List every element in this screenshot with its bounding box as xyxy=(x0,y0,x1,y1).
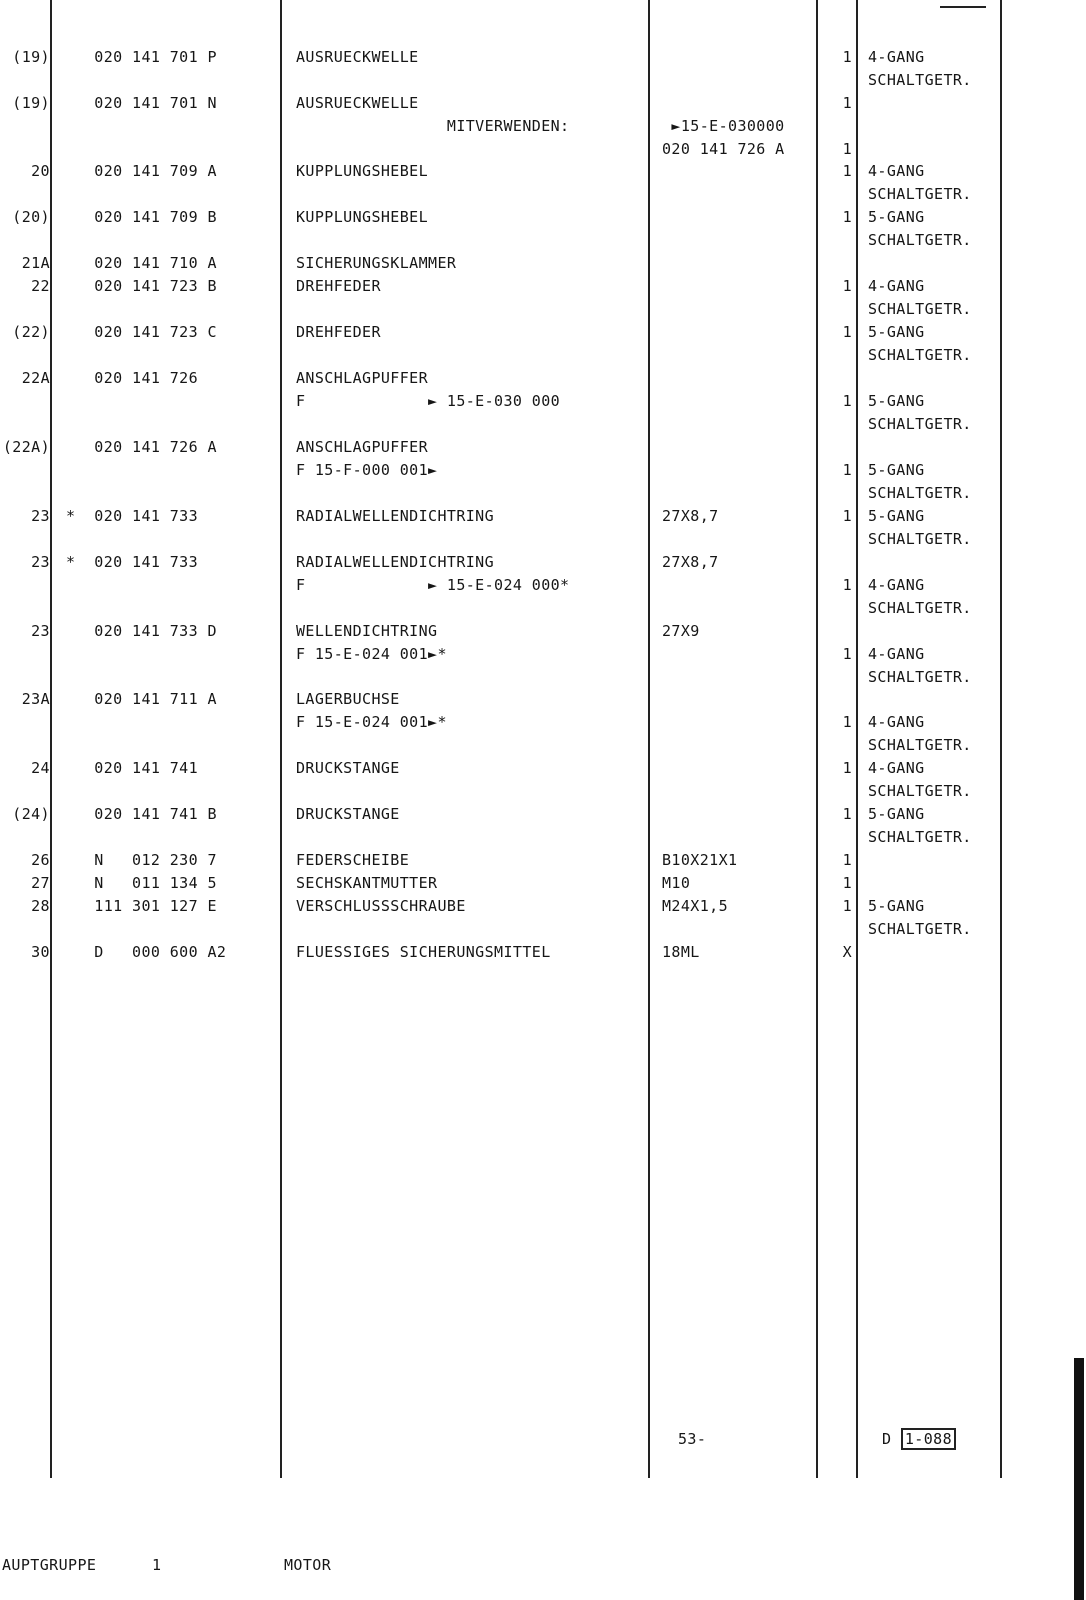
cell-position: 28 xyxy=(31,897,50,915)
cell-remark: 5-GANG SCHALTGETR. xyxy=(868,897,972,938)
cell-part-number: N 012 230 7 xyxy=(66,851,217,869)
cell-quantity: 1 1 xyxy=(842,94,852,158)
cell-remark: 4-GANG SCHALTGETR. xyxy=(868,162,972,203)
cell-position: (19) xyxy=(12,94,50,112)
cell-quantity: 1 xyxy=(842,874,852,892)
cell-position: 22 xyxy=(31,277,50,295)
cell-remark: 5-GANG SCHALTGETR. xyxy=(868,461,972,502)
cell-specification: 18ML xyxy=(662,943,700,961)
cell-quantity: 1 xyxy=(842,162,852,180)
column-divider-specification xyxy=(816,0,818,1478)
cell-description: FEDERSCHEIBE xyxy=(296,851,410,869)
cell-quantity: 1 xyxy=(842,576,852,594)
cell-part-number: 020 141 701 P xyxy=(66,48,217,66)
cell-description: RADIALWELLENDICHTRING xyxy=(296,507,495,525)
cell-quantity: X xyxy=(842,943,852,961)
cell-part-number: 020 141 723 C xyxy=(66,323,217,341)
cell-part-number: D 000 600 A2 xyxy=(66,943,227,961)
cell-description: DREHFEDER xyxy=(296,277,381,295)
group-label: AUPTGRUPPE xyxy=(2,1556,97,1574)
cell-description: AUSRUECKWELLE MITVERWENDEN: xyxy=(296,94,570,135)
cell-position: 23 xyxy=(31,553,50,571)
column-divider-position xyxy=(50,0,52,1478)
scan-edge-mark xyxy=(1074,1358,1084,1600)
cell-position: (22) xyxy=(12,323,50,341)
cell-part-number: 020 141 741 B xyxy=(66,805,217,823)
cell-quantity: 1 xyxy=(842,645,852,663)
cell-position: 21A xyxy=(21,254,50,272)
cell-quantity: 1 xyxy=(842,507,852,525)
cell-description: KUPPLUNGSHEBEL xyxy=(296,162,429,180)
column-divider-description xyxy=(648,0,650,1478)
cell-part-number: 020 141 710 A xyxy=(66,254,217,272)
cell-description: SICHERUNGSKLAMMER xyxy=(296,254,457,272)
cell-part-number: 020 141 741 xyxy=(66,759,199,777)
cell-quantity: 1 xyxy=(842,277,852,295)
cell-quantity: 1 xyxy=(842,392,852,410)
cell-description: SECHSKANTMUTTER xyxy=(296,874,438,892)
cell-description: DREHFEDER xyxy=(296,323,381,341)
cell-remark: 5-GANG SCHALTGETR. xyxy=(868,507,972,548)
cell-quantity: 1 xyxy=(842,851,852,869)
cell-description: DRUCKSTANGE xyxy=(296,805,400,823)
cell-part-number: 020 141 709 A xyxy=(66,162,217,180)
cell-part-number: 020 141 709 B xyxy=(66,208,217,226)
cell-position: 27 xyxy=(31,874,50,892)
cell-position: 30 xyxy=(31,943,50,961)
cell-remark: 5-GANG SCHALTGETR. xyxy=(868,805,972,846)
cell-position: 22A xyxy=(21,369,50,387)
cell-specification: B10X21X1 xyxy=(662,851,738,869)
cell-position: (24) xyxy=(12,805,50,823)
cell-remark: 4-GANG SCHALTGETR. xyxy=(868,759,972,800)
cell-remark: 5-GANG SCHALTGETR. xyxy=(868,208,972,249)
cell-quantity: 1 xyxy=(842,897,852,915)
cell-position: (19) xyxy=(12,48,50,66)
cell-description: KUPPLUNGSHEBEL xyxy=(296,208,429,226)
cell-remark: 5-GANG SCHALTGETR. xyxy=(868,323,972,364)
cell-part-number: 020 141 726 A xyxy=(66,438,217,456)
column-divider-quantity xyxy=(856,0,858,1478)
cell-quantity: 1 xyxy=(842,805,852,823)
cell-description: ANSCHLAGPUFFER F ► 15-E-030 000 xyxy=(296,369,561,410)
cell-specification: ►15-E-030000 020 141 726 A xyxy=(662,117,785,158)
cell-remark: 5-GANG SCHALTGETR. xyxy=(868,392,972,433)
cell-position: 23 xyxy=(31,622,50,640)
cell-part-number: 020 141 733 D xyxy=(66,622,217,640)
top-rule xyxy=(940,6,986,8)
column-divider-part-number xyxy=(280,0,282,1478)
cell-specification: M10 xyxy=(662,874,691,892)
cell-description: WELLENDICHTRING F 15-E-024 001►* xyxy=(296,622,447,663)
cell-part-number: 020 141 701 N xyxy=(66,94,217,112)
group-number: 1 xyxy=(152,1556,162,1574)
cell-part-number: 020 141 711 A xyxy=(66,690,217,708)
cell-remark: 4-GANG SCHALTGETR. xyxy=(868,277,972,318)
page-code xyxy=(882,1428,956,1451)
cell-quantity: 1 xyxy=(842,208,852,226)
cell-quantity: 1 xyxy=(842,48,852,66)
page-number: 53- xyxy=(678,1430,707,1448)
cell-description: VERSCHLUSSSCHRAUBE xyxy=(296,897,466,915)
cell-position: 23 xyxy=(31,507,50,525)
cell-position: 26 xyxy=(31,851,50,869)
cell-quantity: 1 xyxy=(842,323,852,341)
cell-description: AUSRUECKWELLE xyxy=(296,48,419,66)
cell-quantity: 1 xyxy=(842,713,852,731)
cell-part-number: * 020 141 733 xyxy=(66,507,199,525)
cell-position: (20) xyxy=(12,208,50,226)
cell-specification: 27X8,7 xyxy=(662,553,719,571)
group-name: MOTOR xyxy=(284,1556,332,1574)
cell-description: DRUCKSTANGE xyxy=(296,759,400,777)
cell-description: ANSCHLAGPUFFER F 15-F-000 001► xyxy=(296,438,438,479)
cell-part-number: * 020 141 733 xyxy=(66,553,199,571)
cell-part-number: 111 301 127 E xyxy=(66,897,217,915)
cell-part-number: N 011 134 5 xyxy=(66,874,217,892)
cell-position: (22A) xyxy=(2,438,50,456)
cell-quantity: 1 xyxy=(842,461,852,479)
page-code-letter: D xyxy=(882,1430,892,1448)
cell-remark: 4-GANG SCHALTGETR. xyxy=(868,645,972,686)
cell-position: 23A xyxy=(21,690,50,708)
cell-description: LAGERBUCHSE F 15-E-024 001►* xyxy=(296,690,447,731)
cell-position: 24 xyxy=(31,759,50,777)
cell-specification: M24X1,5 xyxy=(662,897,729,915)
cell-specification: 27X9 xyxy=(662,622,700,640)
column-divider-remarks xyxy=(1000,0,1002,1478)
cell-quantity: 1 xyxy=(842,759,852,777)
cell-description: FLUESSIGES SICHERUNGSMITTEL xyxy=(296,943,551,961)
cell-description: RADIALWELLENDICHTRING F ► 15-E-024 000* xyxy=(296,553,570,594)
cell-remark: 4-GANG SCHALTGETR. xyxy=(868,576,972,617)
cell-remark: 4-GANG SCHALTGETR. xyxy=(868,713,972,754)
cell-specification: 27X8,7 xyxy=(662,507,719,525)
cell-part-number: 020 141 723 B xyxy=(66,277,217,295)
cell-remark: 4-GANG SCHALTGETR. xyxy=(868,48,972,89)
cell-position: 20 xyxy=(31,162,50,180)
page-code-box: 1-088 xyxy=(901,1428,956,1450)
cell-part-number: 020 141 726 xyxy=(66,369,199,387)
